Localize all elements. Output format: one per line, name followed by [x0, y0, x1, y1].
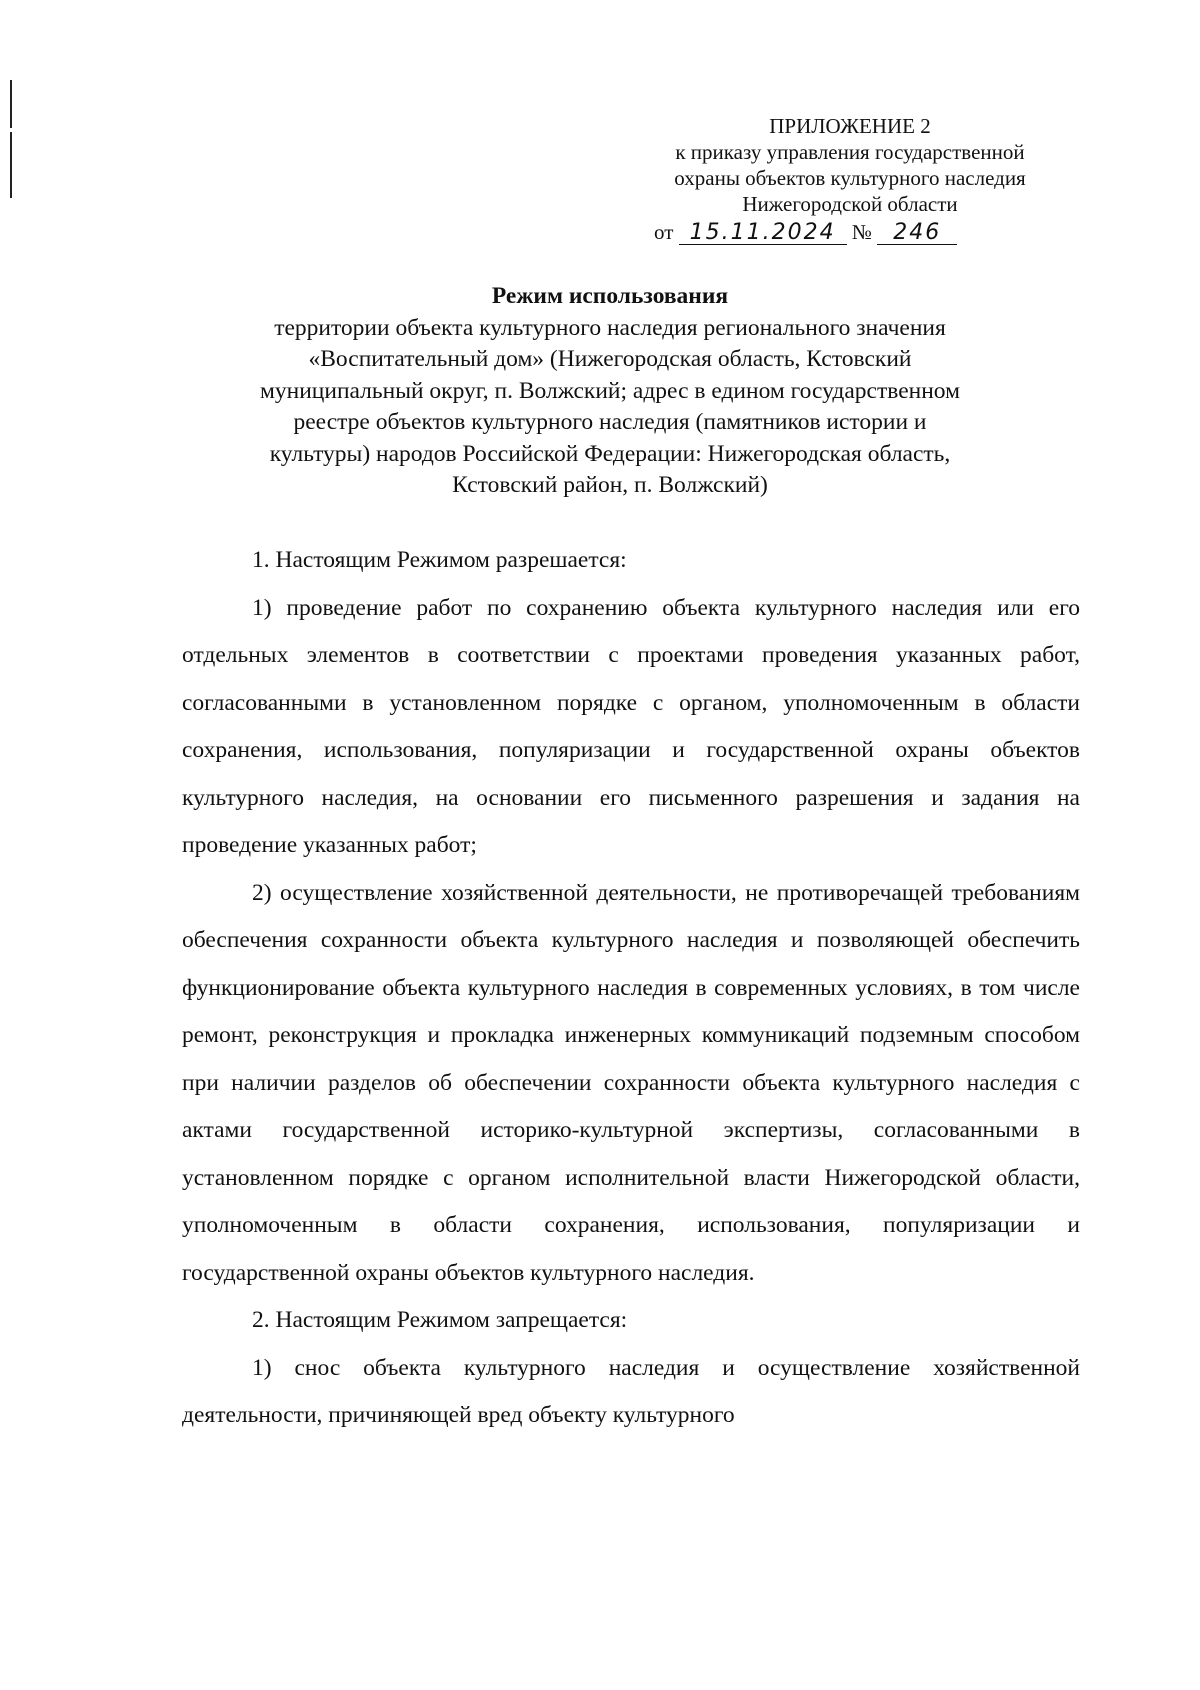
order-date-number — [630, 219, 1070, 245]
handwritten-date: 15.11.2024 — [679, 222, 847, 245]
scan-edge-mark — [10, 132, 12, 198]
title-line: реестре объектов культурного наследия (памятников истории и — [293, 409, 927, 435]
scan-edge-mark — [10, 80, 12, 128]
order-reference: к приказу управления государственной — [675, 140, 1025, 164]
document-title — [160, 281, 1060, 502]
paragraph: 2) осуществление хозяйственной деятельности, не противоречащей требованиям обеспечения сохранности объекта культурного наследия и позволяющей обеспечить функционирование объекта культурного наследия в современных условиях, в том числе ремонт, реконструкция и прокладка инженерных коммуникаций подземным способом при наличии разделов об обеспечении сохранности объекта культурного наследия с актами государственной историко-культурной экспертизы, согласованными в установленном порядке с органом исполнительной власти Нижегородской области, уполномоченным в области сохранения, использования, популяризации и государственной охраны объектов культурного наследия. — [182, 879, 1080, 1286]
title-line: муниципальный округ, п. Волжский; адрес в едином государственном — [260, 377, 960, 404]
appendix-label: ПРИЛОЖЕНИЕ 2 — [769, 114, 931, 138]
title-line: территории объекта культурного наследия регионального значения — [274, 314, 946, 341]
title-line: «Воспитательный дом» (Нижегородская область, Кстовский — [308, 346, 912, 372]
handwritten-number: 246 — [877, 222, 957, 245]
title-line: культуры) народов Российской Федерации: Нижегородская область, — [269, 440, 951, 467]
order-reference: охраны объектов культурного наследия — [674, 166, 1026, 190]
section-heading-allowed: 1. Настоящим Режимом разрешается: — [252, 547, 627, 573]
order-reference: Нижегородской области — [742, 192, 958, 216]
approval-block — [630, 113, 1070, 245]
section-heading-forbidden: 2. Настоящим Режимом запрещается: — [252, 1307, 628, 1333]
date-prefix: от — [654, 220, 674, 244]
title-heading: Режим использования — [491, 283, 729, 309]
paragraph: 1) снос объекта культурного наследия и осуществление хозяйственной деятельности, причиняющей вред объекту культурного — [182, 1354, 1080, 1428]
title-line: Кстовский район, п. Волжский) — [452, 472, 768, 498]
paragraph: 1) проведение работ по сохранению объекта культурного наследия или его отдельных элементов в соответствии с проектами проведения указанных работ, согласованными в установленном порядке с органом, уполномоченным в области сохранения, использования, популяризации и государственной охраны объектов культурного наследия, на основании его письменного разрешения и задания на проведение указанных работ; — [182, 594, 1080, 858]
document-body — [182, 537, 1080, 1440]
number-prefix: № — [851, 220, 872, 244]
